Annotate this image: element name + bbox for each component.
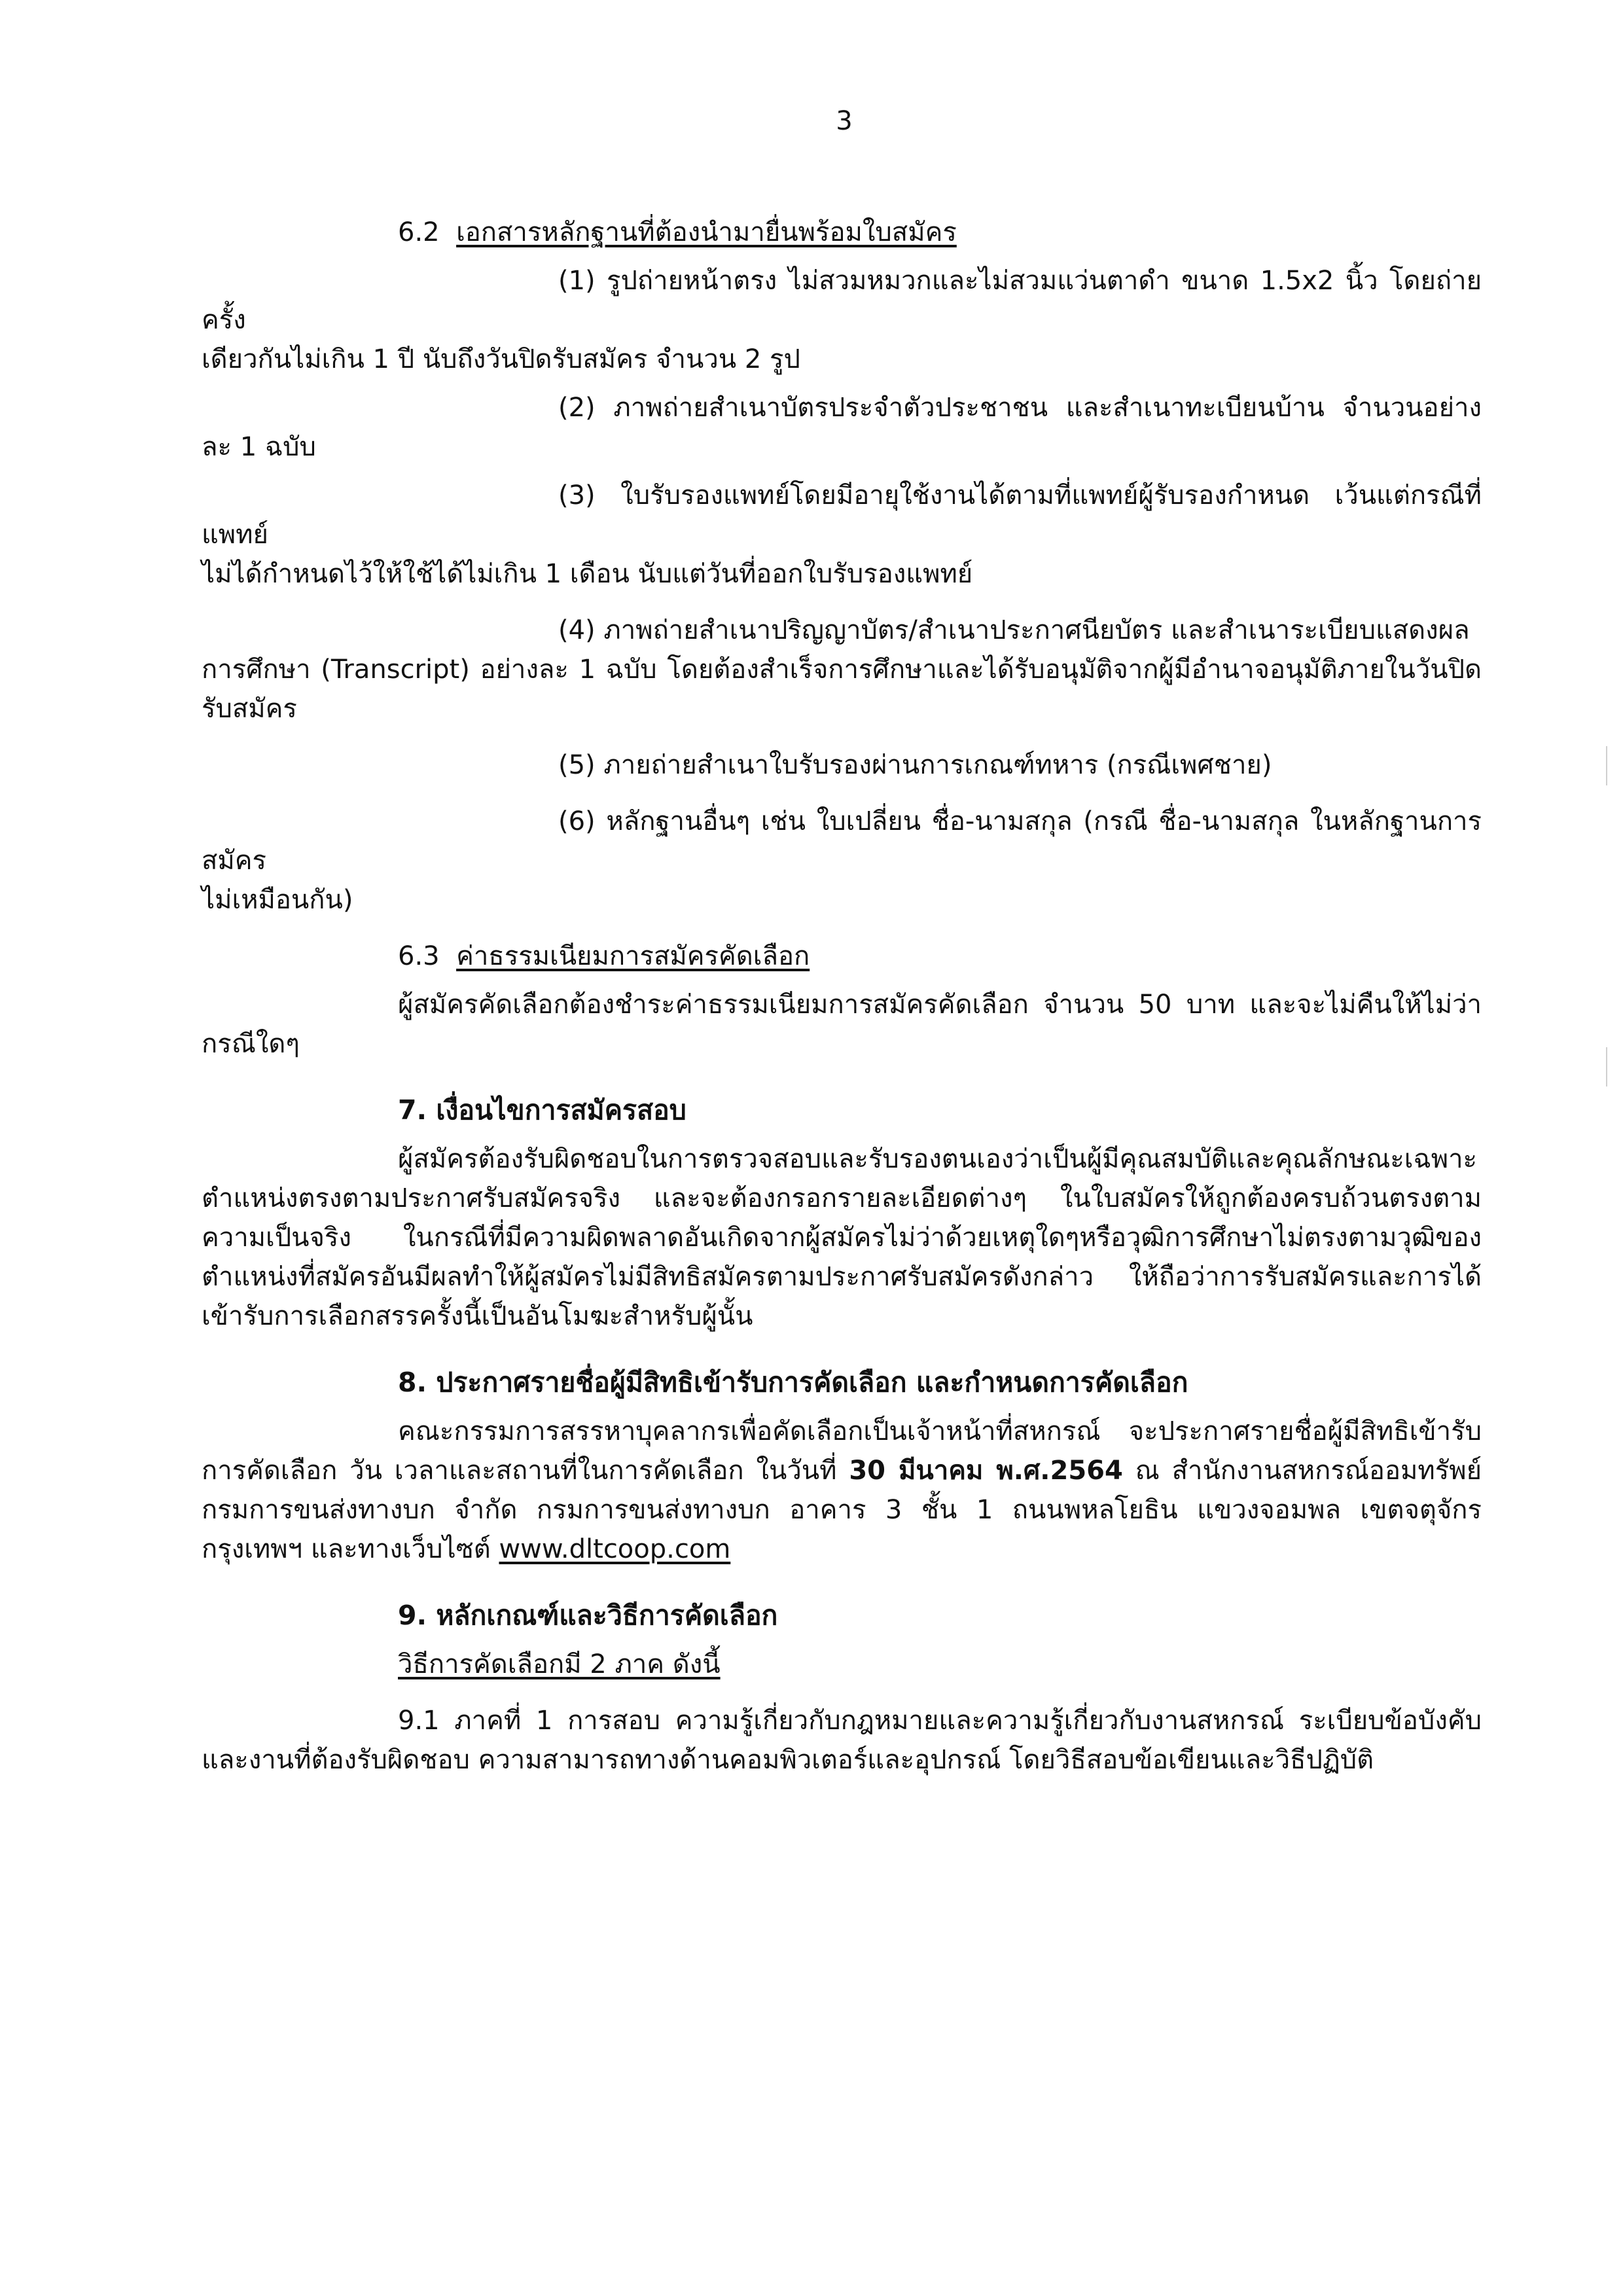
section-6-3-body: ผู้สมัครคัดเลือกต้องชำระค่าธรรมเนียมการสมัครคัดเลือก จำนวน 50 บาท และจะไม่คืนให้ไม่ว่ากรณีใดๆ xyxy=(202,990,1482,1059)
document-item-3-continued: ไม่ได้กำหนดไว้ให้ใช้ได้ไม่เกิน 1 เดือน นับแต่วันที่ออกใบรับรองแพทย์ xyxy=(202,559,973,589)
website-link[interactable]: www.dltcoop.com xyxy=(499,1534,731,1564)
document-item-5: (5) ภายถ่ายสำเนาใบรับรองผ่านการเกณฑ์ทหาร (กรณีเพศชาย) xyxy=(558,750,1272,780)
document-item-1: (1) รูปถ่ายหน้าตรง ไม่สวมหมวกและไม่สวมแว่นตาดำ ขนาด 1.5x2 นิ้ว โดยถ่ายครั้ง xyxy=(202,266,1482,335)
page-number: 3 xyxy=(836,106,853,136)
section-6-2-heading xyxy=(202,213,1482,252)
section-number: 6.2 xyxy=(398,217,440,247)
section-6-3-heading xyxy=(202,937,1482,976)
document-item-2: (2) ภาพถ่ายสำเนาบัตรประจำตัวประชาชน และสำเนาทะเบียนบ้าน จำนวนอย่างละ 1 ฉบับ xyxy=(202,393,1482,462)
document-body xyxy=(202,213,1482,1780)
section-7-heading: 7. เงื่อนไขการสมัครสอบ xyxy=(398,1094,687,1126)
section-9-heading: 9. หลักเกณฑ์และวิธีการคัดเลือก xyxy=(398,1600,778,1631)
document-item-4: (4) ภาพถ่ายสำเนาปริญญาบัตร/สำเนาประกาศนียบัตร และสำเนาระเบียบแสดงผล xyxy=(558,615,1470,645)
section-8-body: คณะกรรมการสรรหาบุคลากรเพื่อคัดเลือกเป็นเจ้าหน้าที่สหกรณ์ จะประกาศรายชื่อผู้มีสิทธิเข้ารับการคัดเลือก วัน เวลาและสถานที่ในการคัดเลือก ในวันที่ 30 มีนาคม พ.ศ.2564 ณ สำนักงานสหกรณ์ออมทรัพย์กรมการขนส่งทางบก จำกัด กรมการขนส่งทางบก อาคาร 3 ชั้น 1 ถนนพหลโยธิน แขวงจอมพล เขตจตุจักร กรุงเทพฯ และทางเว็บไซต์ www.dltcoop.com xyxy=(202,1416,1482,1564)
section-9-1-body: 9.1 ภาคที่ 1 การสอบ ความรู้เกี่ยวกับกฎหมายและความรู้เกี่ยวกับงานสหกรณ์ ระเบียบข้อบังคับและงานที่ต้องรับผิดชอบ ความสามารถทางด้านคอมพิวเตอร์และอุปกรณ์ โดยวิธีสอบข้อเขียนและวิธีปฏิบัติ xyxy=(202,1706,1482,1775)
document-item-6-continued: ไม่เหมือนกัน) xyxy=(202,885,353,915)
section-title: เอกสารหลักฐานที่ต้องนำมายื่นพร้อมใบสมัคร xyxy=(456,217,957,247)
section-8-heading: 8. ประกาศรายชื่อผู้มีสิทธิเข้ารับการคัดเลือก และกำหนดการคัดเลือก xyxy=(398,1367,1188,1398)
section-title: ค่าธรรมเนียมการสมัครคัดเลือก xyxy=(456,941,810,971)
scan-edge-mark xyxy=(1606,746,1607,785)
section-number: 6.3 xyxy=(398,941,440,971)
announcement-date: 30 มีนาคม พ.ศ.2564 xyxy=(849,1456,1123,1486)
document-item-3: (3) ใบรับรองแพทย์โดยมีอายุใช้งานได้ตามที่แพทย์ผู้รับรองกำหนด เว้นแต่กรณีที่แพทย์ xyxy=(202,480,1482,550)
scan-edge-mark xyxy=(1606,1047,1607,1086)
section-7-body: ผู้สมัครต้องรับผิดชอบในการตรวจสอบและรับรองตนเองว่าเป็นผู้มีคุณสมบัติและคุณลักษณะเฉพาะตำแหน่งตรงตามประกาศรับสมัครจริง และจะต้องกรอกรายละเอียดต่างๆ ในใบสมัครให้ถูกต้องครบถ้วนตรงตามความเป็นจริง ในกรณีที่มีความผิดพลาดอันเกิดจากผู้สมัครไม่ว่าด้วยเหตุใดๆหรือวุฒิการศึกษาไม่ตรงตามวุฒิของตำแหน่งที่สมัครอันมีผลทำให้ผู้สมัครไม่มีสิทธิสมัครตามประกาศรับสมัครดังกล่าว ให้ถือว่าการรับสมัครและการได้เข้ารับการเลือกสรรครั้งนี้เป็นอันโมฆะสำหรับผู้นั้น xyxy=(202,1144,1482,1331)
document-item-4-continued: การศึกษา (Transcript) อย่างละ 1 ฉบับ โดยต้องสำเร็จการศึกษาและได้รับอนุมัติจากผู้มีอำนาจอนุมัติภายในวันปิดรับสมัคร xyxy=(202,655,1482,724)
section-9-subheading: วิธีการคัดเลือกมี 2 ภาค ดังนี้ xyxy=(398,1649,721,1679)
document-item-6: (6) หลักฐานอื่นๆ เช่น ใบเปลี่ยน ชื่อ-นามสกุล (กรณี ชื่อ-นามสกุล ในหลักฐานการสมัคร xyxy=(202,806,1482,876)
document-item-1-continued: เดียวกันไม่เกิน 1 ปี นับถึงวันปิดรับสมัคร จำนวน 2 รูป xyxy=(202,344,800,374)
